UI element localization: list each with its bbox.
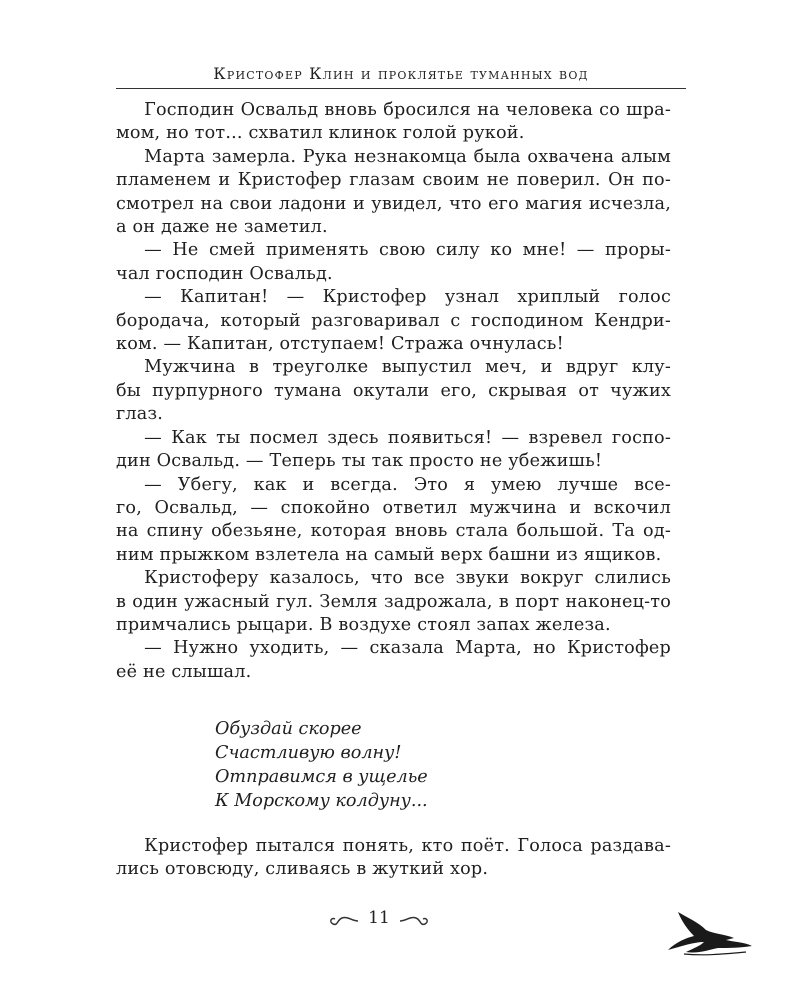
text-line: бородача, который разговаривал с господином Кендри- <box>116 310 671 331</box>
text-line: смотрел на свои ладони и увидел, что его магия исчезла, <box>116 193 671 214</box>
text-line: — Как ты посмел здесь появиться! — взревел госпо- <box>144 427 671 448</box>
text-line: лись отовсюду, сливаясь в жуткий хор. <box>116 859 489 880</box>
header-rule <box>116 88 686 89</box>
page-number: 11 <box>368 908 390 928</box>
paragraph-6 <box>116 427 671 474</box>
text-line: Марта замерла. Рука незнакомца была охвачена алым <box>144 146 671 167</box>
closing-paragraph-block <box>116 835 671 882</box>
text-line: её не слышал. <box>116 661 252 682</box>
poem <box>215 717 615 813</box>
page-folio <box>324 906 434 936</box>
paragraph-1 <box>116 99 671 146</box>
text-line: — Нужно уходить, — сказала Марта, но Кристофер <box>144 638 671 659</box>
text-line: в один ужасный гул. Земля задрожала, в порт наконец-то <box>116 591 671 612</box>
swirl-ornament-icon <box>398 912 430 928</box>
poem-verse: К Морскому колдуну... <box>215 791 428 811</box>
text-line: — Капитан! — Кристофер узнал хриплый голос <box>144 287 671 308</box>
closing-paragraph <box>116 835 671 882</box>
text-line: глаз. <box>116 404 164 425</box>
paragraph-4 <box>116 286 671 356</box>
paragraph-5 <box>116 356 671 426</box>
text-line: го, Освальд, — спокойно ответил мужчина и вскочил <box>116 497 671 518</box>
poem-verse: Отправимся в ущелье <box>215 767 428 787</box>
text-line: — Убегу, как и всегда. Это я умею лучше все- <box>144 474 671 495</box>
paragraph-2 <box>116 146 671 240</box>
paragraph-9 <box>116 637 671 684</box>
paragraph-7 <box>116 474 671 568</box>
text-line: Кристоферу казалось, что все звуки вокруг слились <box>144 568 671 589</box>
paragraph-3 <box>116 239 671 286</box>
paragraph-8 <box>116 567 671 637</box>
text-line: чал господин Освальд. <box>116 263 333 284</box>
poem-verse: Обуздай скорее <box>215 719 362 739</box>
text-line: а он даже не заметил. <box>116 217 328 238</box>
text-line: бы пурпурного тумана окутали его, скрывая от чужих <box>116 380 671 401</box>
text-line: Господин Освальд вновь бросился на человека со шра- <box>144 100 671 120</box>
text-line: пламенем и Кристофер глазам своим не поверил. Он по- <box>116 170 671 191</box>
poem-verse: Счастливую волну! <box>215 743 402 763</box>
text-line: ним прыжком взлетела на самый верх башни из ящиков. <box>116 544 662 565</box>
body-text <box>116 99 671 684</box>
text-line: — Не смей применять свою силу ко мне! — проры- <box>144 240 671 261</box>
text-line: примчались рыцари. В воздухе стоял запах железа. <box>116 614 611 635</box>
text-line: на спину обезьяне, которая вновь стала большой. Та од- <box>116 521 671 542</box>
text-line: ком. — Капитан, отступаем! Стража очнулась! <box>116 334 564 355</box>
text-line: Кристофер пытался понять, кто поёт. Голоса раздава- <box>144 836 671 856</box>
bird-logo-icon <box>664 908 756 960</box>
text-line: мом, но тот... схватил клинок голой рукой. <box>116 123 525 144</box>
text-line: Мужчина в треуголке выпустил меч, и вдруг клу- <box>144 357 671 378</box>
running-title: Кристофер Клин и проклятье туманных вод <box>213 64 589 83</box>
text-line: дин Освальд. — Теперь ты так просто не убежишь! <box>116 451 603 472</box>
